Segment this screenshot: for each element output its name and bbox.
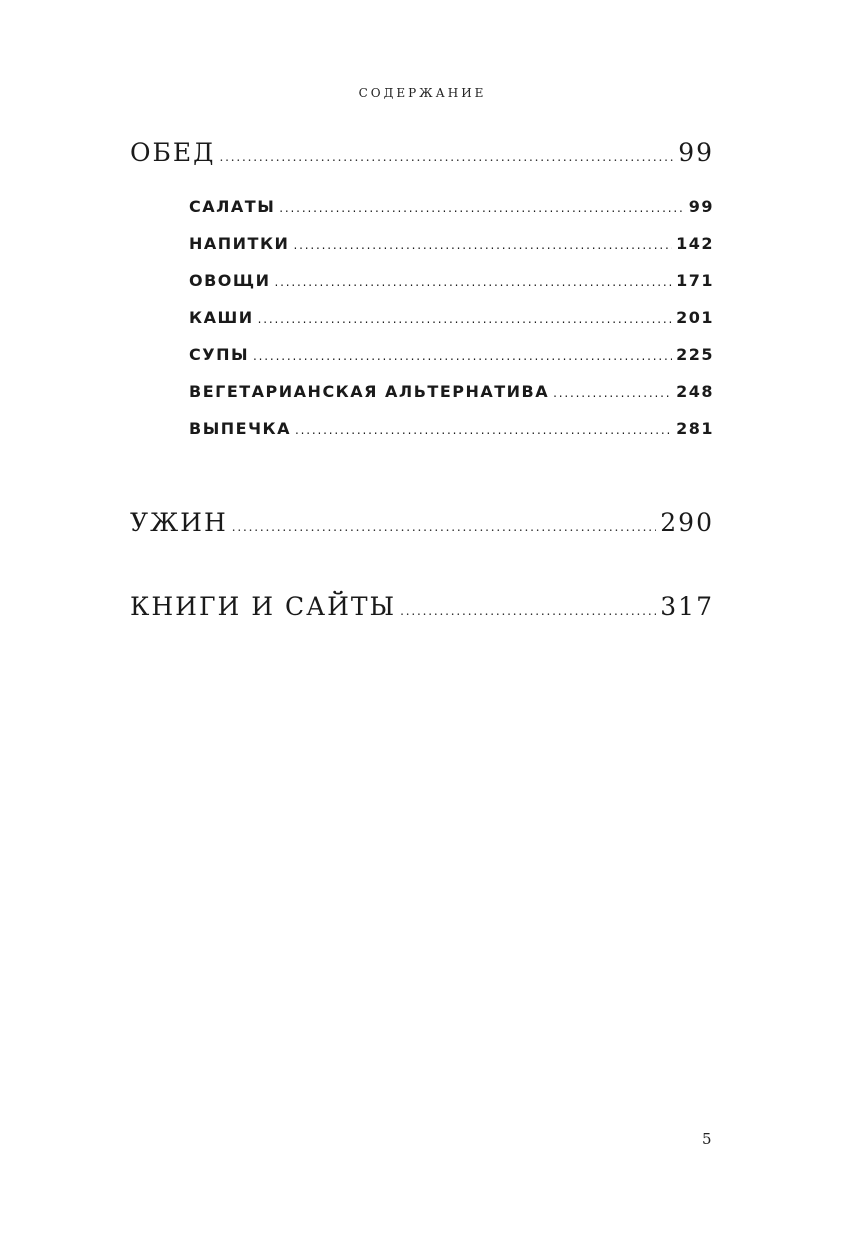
toc-entry-lunch[interactable] — [130, 138, 714, 167]
dot-leader — [279, 201, 684, 215]
page-number: 5 — [702, 1130, 712, 1148]
toc-entry-books-and-sites[interactable] — [130, 592, 714, 621]
toc-entry-label: ВЕГЕТАРИАНСКАЯ АЛЬТЕРНАТИВА — [189, 382, 550, 401]
toc-entry-salads[interactable] — [189, 197, 714, 216]
toc-entry-label: ВЫПЕЧКА — [189, 419, 291, 438]
toc-entry-label: СУПЫ — [189, 345, 250, 364]
toc-entry-label: КНИГИ И САЙТЫ — [130, 592, 397, 621]
toc-entry-page: 142 — [676, 234, 714, 253]
toc-entry-pastry[interactable] — [189, 419, 714, 438]
toc-entry-page: 99 — [678, 138, 714, 167]
toc-entry-page: 225 — [676, 345, 714, 364]
dot-leader — [258, 312, 672, 326]
toc-entry-page: 99 — [688, 197, 714, 216]
toc-entry-page: 281 — [676, 419, 714, 438]
toc-entry-label: ОБЕД — [130, 138, 216, 167]
dot-leader — [293, 238, 672, 252]
dot-leader — [253, 349, 672, 363]
toc-entry-dinner[interactable] — [130, 508, 714, 537]
toc-entry-page: 248 — [676, 382, 714, 401]
toc-entry-label: ОВОЩИ — [189, 271, 271, 290]
toc-entry-page: 201 — [676, 308, 714, 327]
dot-leader — [295, 423, 672, 437]
toc-entry-page: 290 — [660, 508, 714, 537]
toc-entry-drinks[interactable] — [189, 234, 714, 253]
dot-leader — [553, 386, 672, 400]
toc-entry-label: УЖИН — [130, 508, 228, 537]
dot-leader — [232, 520, 657, 534]
toc-entry-page: 171 — [676, 271, 714, 290]
toc-entry-page: 317 — [660, 592, 714, 621]
dot-leader — [275, 275, 673, 289]
toc-entry-soups[interactable] — [189, 345, 714, 364]
dot-leader — [219, 150, 674, 164]
dot-leader — [400, 604, 656, 618]
toc-entry-label: КАШИ — [189, 308, 254, 327]
running-head: СОДЕРЖАНИЕ — [358, 86, 487, 100]
toc-entry-label: НАПИТКИ — [189, 234, 290, 253]
toc-entry-vegetables[interactable] — [189, 271, 714, 290]
toc-entry-vegetarian-alternative[interactable] — [189, 382, 714, 401]
toc-entry-label: САЛАТЫ — [189, 197, 276, 216]
toc-entry-porridges[interactable] — [189, 308, 714, 327]
